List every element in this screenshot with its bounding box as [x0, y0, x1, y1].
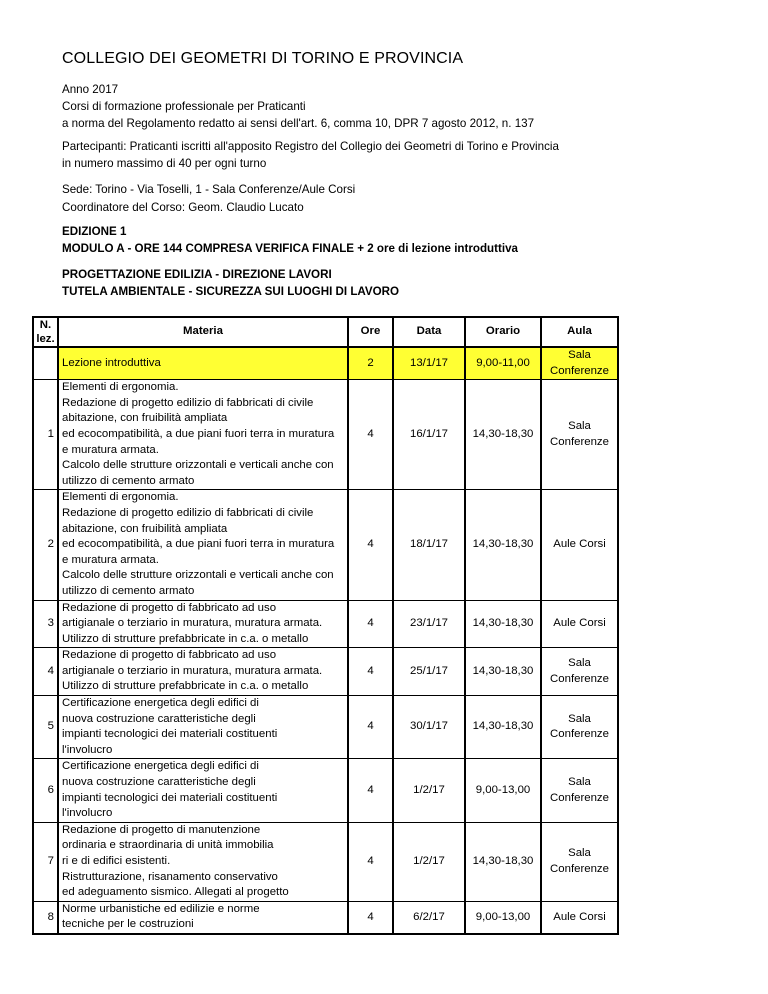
module-line: MODULO A - ORE 144 COMPRESA VERIFICA FINALE + 2 ore di lezione introduttiva — [62, 242, 518, 255]
venue-line: Sede: Torino - Via Toselli, 1 - Sala Conferenze/Aule Corsi — [62, 183, 356, 196]
lesson-hours: 4 — [348, 600, 393, 648]
subject-line: Norme urbanistiche ed edilizie e norme — [62, 902, 260, 915]
lesson-number: 5 — [33, 696, 58, 759]
room-label: Sala Conferenze — [550, 420, 609, 448]
lesson-subject — [58, 380, 348, 490]
table-header-row — [33, 317, 618, 347]
subject-line: Lezione introduttiva — [62, 356, 161, 369]
room-label: Sala Conferenze — [550, 776, 609, 804]
subject-line: Certificazione energetica degli edifici di — [62, 697, 259, 710]
subject-line: nuova costruzione caratteristiche degli — [62, 712, 256, 725]
subject-line: impianti tecnologici dei materiali costituenti — [62, 791, 278, 804]
subject-line: utilizzo di cemento armato — [62, 584, 195, 597]
subject-line: ri e di edifici esistenti. — [62, 855, 171, 867]
lesson-date: 1/2/17 — [393, 759, 465, 822]
lesson-room — [541, 600, 618, 648]
lesson-room — [541, 347, 618, 380]
subject-line: Calcolo delle strutture orizzontali e verticali anche con — [62, 569, 334, 582]
lesson-subject — [58, 822, 348, 901]
page-title: COLLEGIO DEI GEOMETRI DI TORINO E PROVINCIA — [62, 50, 464, 67]
lesson-room — [541, 901, 618, 934]
lesson-time: 9,00-11,00 — [465, 347, 541, 380]
lesson-time: 14,30-18,30 — [465, 600, 541, 648]
lesson-subject — [58, 901, 348, 934]
lesson-room — [541, 759, 618, 822]
lesson-hours: 4 — [348, 648, 393, 696]
subject-line: Utilizzo di strutture prefabbricate in c.a. o metallo — [62, 680, 309, 693]
lesson-hours: 4 — [348, 380, 393, 490]
subject-line: Redazione di progetto di fabbricato ad uso — [62, 649, 277, 662]
lesson-subject — [58, 490, 348, 600]
lesson-room — [541, 822, 618, 901]
subject-line: l'involucro — [62, 743, 113, 756]
subject-line: Ristrutturazione, risanamento conservativo — [62, 870, 278, 883]
table-row — [33, 347, 618, 380]
subject-line: ed ecocompatibilità, a due piani fuori terra in muratura — [62, 427, 335, 440]
subject-line: Utilizzo di strutture prefabbricate in c.a. o metallo — [62, 632, 309, 645]
subject-line: Certificazione energetica degli edifici di — [62, 760, 259, 773]
participants-line-1: Partecipanti: Praticanti iscritti all'apposito Registro del Collegio dei Geometri di Torino e Provincia — [62, 140, 559, 153]
lesson-number: 3 — [33, 600, 58, 648]
table-row — [33, 490, 618, 600]
subject-line: Redazione di progetto di fabbricato ad uso — [62, 601, 277, 614]
header-data: Data — [393, 317, 465, 347]
header-ore: Ore — [348, 317, 393, 347]
lesson-date: 30/1/17 — [393, 696, 465, 759]
subject-line: utilizzo di cemento armato — [62, 474, 195, 487]
lesson-date: 13/1/17 — [393, 347, 465, 380]
subject-line: Elementi di ergonomia. — [62, 491, 179, 504]
room-label: Sala Conferenze — [550, 847, 609, 875]
lesson-hours: 4 — [348, 759, 393, 822]
lesson-subject — [58, 759, 348, 822]
table-row — [33, 901, 618, 934]
room-label: Aule Corsi — [553, 538, 606, 551]
lesson-number: 1 — [33, 380, 58, 490]
topic-line-1: PROGETTAZIONE EDILIZIA - DIREZIONE LAVORI — [62, 268, 332, 281]
lesson-number: 6 — [33, 759, 58, 822]
subject-line: e muratura armata. — [62, 443, 159, 456]
table-row — [33, 759, 618, 822]
lesson-number: 7 — [33, 822, 58, 901]
lesson-hours: 4 — [348, 490, 393, 600]
lesson-time: 9,00-13,00 — [465, 759, 541, 822]
lesson-number: 8 — [33, 901, 58, 934]
lesson-date: 16/1/17 — [393, 380, 465, 490]
lesson-room — [541, 648, 618, 696]
subject-line: abitazione, con fruibilità ampliata — [62, 412, 228, 425]
subject-line: tecniche per le costruzioni — [62, 918, 194, 931]
subject-line: artigianale o terziario in muratura, muratura armata. — [62, 617, 323, 630]
subject-line: ed adeguamento sismico. Allegati al progetto — [62, 886, 289, 899]
subject-line: artigianale o terziario in muratura, muratura armata. — [62, 664, 323, 677]
lesson-room — [541, 380, 618, 490]
room-label: Aule Corsi — [553, 910, 606, 923]
subject-line: Redazione di progetto di manutenzione — [62, 823, 261, 836]
header-lesson-number: N. lez. — [33, 317, 58, 347]
lesson-time: 14,30-18,30 — [465, 648, 541, 696]
header-orario: Orario — [465, 317, 541, 347]
room-label: Sala Conferenze — [550, 657, 609, 685]
table-row — [33, 648, 618, 696]
subject-line: ordinaria e straordinaria di unità immobilia — [62, 839, 274, 852]
lesson-time: 14,30-18,30 — [465, 696, 541, 759]
lesson-room — [541, 490, 618, 600]
lesson-time: 14,30-18,30 — [465, 380, 541, 490]
subject-line: Redazione di progetto edilizio di fabbricati di civile — [62, 506, 314, 519]
table-row — [33, 696, 618, 759]
subject-line: abitazione, con fruibilità ampliata — [62, 522, 228, 535]
lesson-hours: 4 — [348, 901, 393, 934]
subject-line: e muratura armata. — [62, 553, 159, 566]
lesson-subject — [58, 648, 348, 696]
lesson-subject — [58, 600, 348, 648]
schedule-body — [33, 347, 618, 934]
subject-line: l'involucro — [62, 807, 113, 820]
lesson-room — [541, 696, 618, 759]
lesson-date: 6/2/17 — [393, 901, 465, 934]
lesson-hours: 4 — [348, 696, 393, 759]
participants-line-2: in numero massimo di 40 per ogni turno — [62, 157, 267, 170]
course-line: Corsi di formazione professionale per Praticanti — [62, 100, 306, 113]
year-line: Anno 2017 — [62, 83, 119, 96]
subject-line: Redazione di progetto edilizio di fabbricati di civile — [62, 396, 314, 409]
header-materia: Materia — [58, 317, 348, 347]
lesson-hours: 4 — [348, 822, 393, 901]
lesson-subject — [58, 347, 348, 380]
schedule-table — [32, 316, 619, 935]
room-label: Sala Conferenze — [550, 349, 609, 377]
lesson-time: 14,30-18,30 — [465, 490, 541, 600]
topic-line-2: TUTELA AMBIENTALE - SICUREZZA SUI LUOGHI DI LAVORO — [62, 285, 400, 298]
lesson-date: 1/2/17 — [393, 822, 465, 901]
regulation-line: a norma del Regolamento redatto ai sensi dell'art. 6, comma 10, DPR 7 agosto 2012, n. 137 — [62, 117, 535, 130]
lesson-hours: 2 — [348, 347, 393, 380]
lesson-date: 18/1/17 — [393, 490, 465, 600]
lesson-number: 4 — [33, 648, 58, 696]
subject-line: ed ecocompatibilità, a due piani fuori terra in muratura — [62, 538, 335, 551]
lesson-date: 25/1/17 — [393, 648, 465, 696]
table-row — [33, 600, 618, 648]
subject-line: nuova costruzione caratteristiche degli — [62, 776, 256, 789]
lesson-subject — [58, 696, 348, 759]
lesson-date: 23/1/17 — [393, 600, 465, 648]
table-row — [33, 380, 618, 490]
table-row — [33, 822, 618, 901]
subject-line: Elementi di ergonomia. — [62, 381, 179, 394]
lesson-number — [33, 347, 58, 380]
lesson-time: 14,30-18,30 — [465, 822, 541, 901]
header-aula: Aula — [541, 317, 618, 347]
lesson-number: 2 — [33, 490, 58, 600]
edition-line: EDIZIONE 1 — [62, 225, 127, 238]
room-label: Sala Conferenze — [550, 712, 609, 741]
coordinator-line: Coordinatore del Corso: Geom. Claudio Lucato — [62, 201, 304, 214]
room-label: Aule Corsi — [553, 617, 606, 630]
lesson-time: 9,00-13,00 — [465, 901, 541, 934]
subject-line: Calcolo delle strutture orizzontali e verticali anche con — [62, 459, 334, 472]
subject-line: impianti tecnologici dei materiali costituenti — [62, 728, 278, 741]
